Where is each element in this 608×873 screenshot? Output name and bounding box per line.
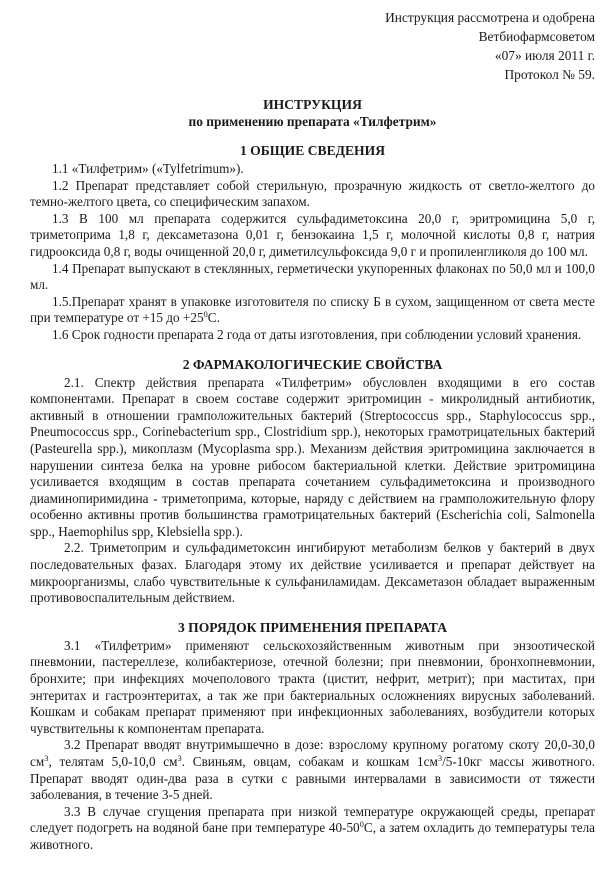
paragraph-3-1: 3.1 «Тилфетрим» применяют сельскохозяйственным животным при энзоотической пневмонии, пастереллезе, колибактериозе, отечной болезни; при пневмонии, бронхопневмонии, бронхите; при инфекциях мочеполового тракта (цистит, нефрит, метрит); при маститах, при энтеритах и гастроэнтеритах, а так же при бактериальных осложнениях вирусных заболеваний. Кошкам и собакам препарат применяют при инфекционных заболеваниях, возбудители которых чувствительны к компонентам препарата. [30, 637, 595, 736]
paragraph-3-2-text-b: , телятам 5,0-10,0 см [48, 754, 178, 769]
paragraph-1-3: 1.3 В 100 мл препарата содержится сульфадиметоксина 20,0 г, эритромицина 5,0 г, триметоприма 1,8 г, дексаметазона 0,01 г, бензокаина 1,5 г, молочной кислоты 0,8 г, натрия гидрооксида 0,8 г, воды очищенной 20,0 г, диметилсульфоксида 9,0 г и пропиленгликоля до 100 мл. [30, 210, 595, 259]
paragraph-1-1: 1.1 «Тилфетрим» («Tylfetrimum»). [52, 161, 244, 176]
paragraph-1-5-text: 1.5.Препарат хранят в упаковке изготовителя по списку Б в сухом, защищенном от света месте при температуре от +15 до +25 [30, 293, 595, 326]
instruction-document [30, 8, 595, 854]
approval-protocol: Протокол № 59. [504, 67, 595, 82]
document-title: ИНСТРУКЦИЯ [263, 97, 362, 112]
paragraph-3-3-text-b: С, а затем охладить до температуры тела животного. [30, 820, 596, 852]
paragraph-3-2 [30, 737, 595, 803]
section-3-heading: 3 ПОРЯДОК ПРИМЕНЕНИЯ ПРЕПАРАТА [177, 619, 448, 635]
document-subtitle: по применению препарата «Тилфетрим» [188, 114, 437, 129]
paragraph-3-2-text-c: . Свиньям, овцам, собакам и кошкам 1см [181, 754, 438, 769]
paragraph-1-4: 1.4 Препарат выпускают в стеклянных, герметически укупоренных флаконах по 50,0 мл и 100,0 мл. [30, 260, 595, 293]
cubic-superscript: 3 [177, 753, 182, 763]
paragraph-3-2-text-a: 3.2 Препарат вводят внутримышечно в дозе: взрослому крупному рогатому скоту 20,0-30,0 см [30, 737, 595, 769]
approval-line-2: Ветбиофармсоветом [478, 29, 595, 44]
paragraph-2-2: 2.2. Триметоприм и сульфадиметоксин ингибируют метаболизм белков у бактерий в двух последовательных фазах. Благодаря этому их действие усиливается и препарат действует на микроорганизмы, слабо чувствительные к сульфаниламидам. Дексаметазон обладает выраженным противовоспалительным действием. [30, 540, 595, 606]
paragraph-3-3 [30, 804, 595, 854]
paragraph-1-6: 1.6 Срок годности препарата 2 года от даты изготовления, при соблюдении условий хранения. [52, 326, 582, 342]
degree-superscript: 0 [203, 309, 208, 320]
paragraph-1-2: 1.2 Препарат представляет собой стерильную, прозрачную жидкость от светло-желтого до темно-желтого цвета, со специфическим запахом. [30, 177, 595, 210]
cubic-superscript: 3 [437, 753, 443, 763]
approval-block [30, 8, 595, 84]
degree-superscript: 0 [359, 819, 364, 830]
section-1-heading: 1 ОБЩИЕ СВЕДЕНИЯ [239, 143, 386, 158]
section-2-heading: 2 ФАРМАКОЛОГИЧЕСКИЕ СВОЙСТВА [182, 356, 443, 372]
cubic-superscript: 3 [44, 753, 49, 763]
approval-line-1: Инструкция рассмотрена и одобрена [385, 10, 595, 25]
paragraph-1-5 [30, 294, 595, 327]
approval-date: «07» июля 2011 г. [494, 48, 595, 63]
paragraph-3-3-text-a: 3.3 В случае сгущения препарата при низкой температуре окружающей среды, препарат следует подогреть на водяной бане при температуре 40-50 [30, 803, 595, 836]
paragraph-3-2-text-d: /5-10кг массы животного. Препарат вводят один-два раза в сутки с равными интервалами в зависимости от тяжести заболевания, в течение 3-5 дней. [30, 754, 595, 803]
paragraph-1-5-unit: С. [207, 310, 220, 326]
paragraph-2-1: 2.1. Спектр действия препарата «Тилфетрим» обусловлен входящими в его состав компонентами. Препарат в своем составе содержит эритромицин - микролидный антибиотик, активный в отношении грамположительных бактерий (Streptococcus spp., Staphylococcus spp., Pneumococcus spp., Corinebacterium spp., Clostridium spp.), некоторых грамотрицательных бактерий (Pasteurella spp.), микоплазм (Mycoplasma spp.). Механизм действия эритромицина заключается в нарушении синтеза белка на уровне рибосом бактериальной клетки. Действие эритромицина усиливается входящим в состав препарата сочетанием сульфадиметоксина и производного диаминопиримидина - триметоприма, которые, наряду с действием на грамположительную флору особенно активны против большинства грамотрицательных бактерий (Escherichia coli, Salmonella spp., Haemophilus spp, Klebsiella spp.). [30, 374, 595, 539]
